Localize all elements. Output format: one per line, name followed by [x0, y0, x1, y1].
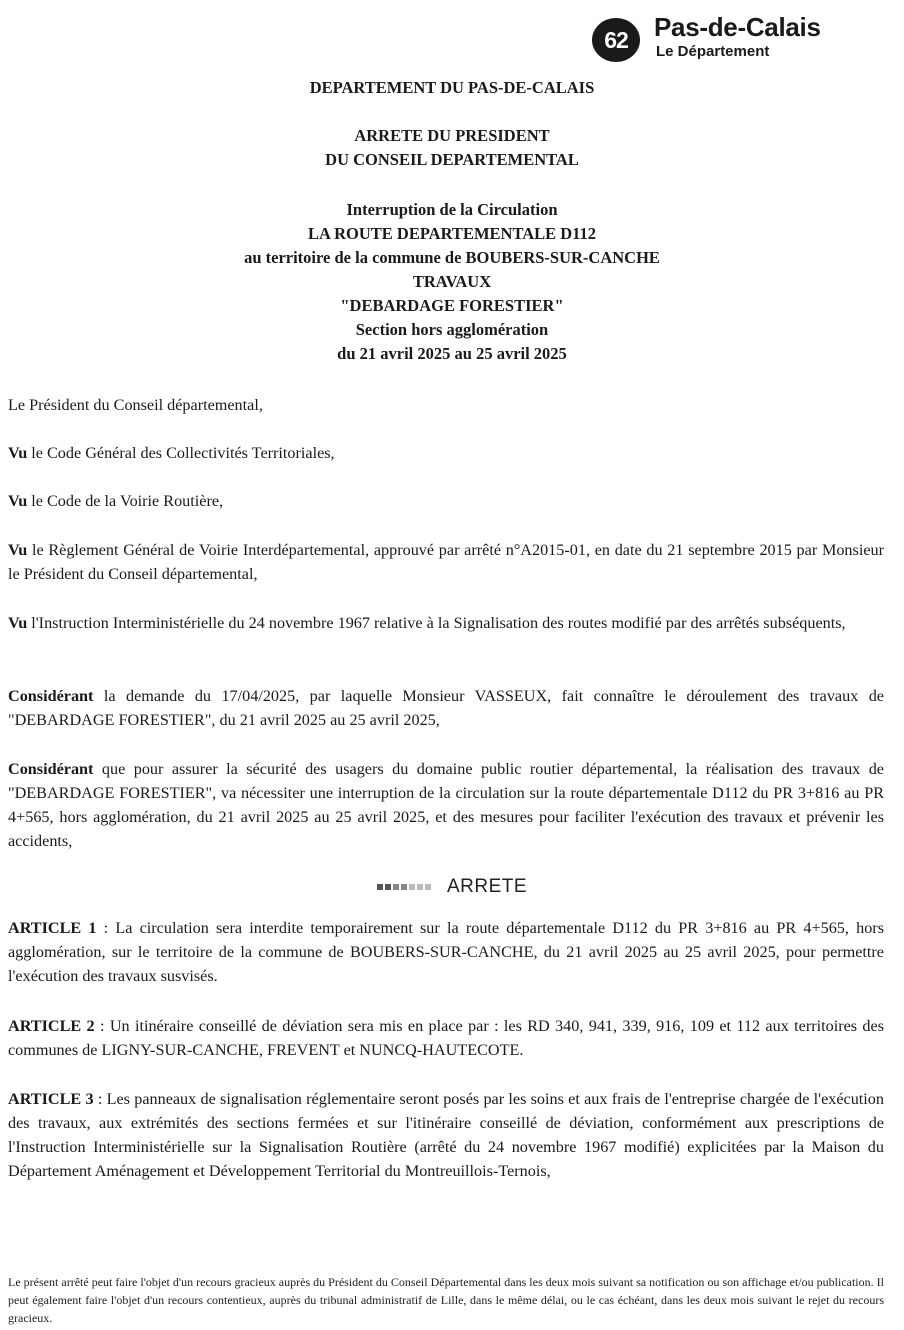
president-paragraph: Le Président du Conseil départemental, [8, 396, 263, 414]
considerant-keyword: Considérant [8, 687, 94, 705]
decorative-dots-icon [377, 878, 433, 896]
article-label: ARTICLE 1 [8, 919, 97, 937]
considerant-text: la demande du 17/04/2025, par laquelle Monsieur VASSEUX, fait connaître le déroulement des travaux de "DEBARDAGE FORESTIER", du 21 avril 2025 au 25 avril 2025, [8, 687, 884, 729]
article-3 [8, 1087, 884, 1183]
department-logo [592, 14, 882, 64]
subject-line: "DEBARDAGE FORESTIER" [340, 296, 564, 315]
department-heading [0, 76, 904, 100]
vu-paragraph-1 [8, 441, 884, 465]
logo-name: Pas-de-Calais [654, 12, 821, 42]
vu-text: le Règlement Général de Voirie Interdépartemental, approuvé par arrêté n°A2015-01, en date du 21 septembre 2015 par Monsieur le Président du Conseil départemental, [8, 541, 884, 583]
logo-subtitle: Le Département [656, 43, 770, 60]
vu-paragraph-3 [8, 538, 884, 586]
subject-heading [0, 198, 904, 366]
subject-line: Interruption de la Circulation [346, 200, 558, 219]
logo-badge: 62 [592, 18, 640, 62]
vu-paragraph-4 [8, 611, 884, 635]
article-label: ARTICLE 2 [8, 1017, 95, 1035]
vu-keyword: Vu [8, 541, 28, 559]
considerant-paragraph-1 [8, 684, 884, 732]
considerant-paragraph-2 [8, 757, 884, 853]
subject-line: TRAVAUX [412, 272, 492, 291]
vu-text: l'Instruction Interministérielle du 24 novembre 1967 relative à la Signalisation des routes modifié par des arrêtés subséquents, [27, 614, 846, 632]
arrete-heading [0, 124, 904, 172]
article-text: : Les panneaux de signalisation réglementaire seront posés par les soins et aux frais de l'entreprise chargée de l'exécution des travaux, aux extrémités des sections fermées et sur l'itinéraire conseillé de déviation, conformément aux prescriptions de l'Instruction Interministérielle sur la Signalisation Routière (arrêté du 24 novembre 1967 modifié) explicitées par la Maison du Département Aménagement et Développement Territorial du Montreuillois-Ternois, [8, 1090, 884, 1180]
vu-keyword: Vu [8, 614, 28, 632]
considerant-text: que pour assurer la sécurité des usagers du domaine public routier départemental, la réalisation des travaux de "DEBARDAGE FORESTIER", va nécessiter une interruption de la circulation sur la route départementale D112 du PR 3+816 au PR 4+565, hors agglomération, du 21 avril 2025 au 25 avril 2025, et des mesures pour faciliter l'exécution des travaux et prévenir les accidents, [8, 760, 884, 850]
vu-paragraph-2 [8, 489, 884, 513]
subject-line: au territoire de la commune de BOUBERS-SUR-CANCHE [244, 248, 660, 267]
article-text: : Un itinéraire conseillé de déviation sera mis en place par : les RD 340, 941, 339, 916, 109 et 112 aux territoires des communes de LIGNY-SUR-CANCHE, FREVENT et NUNCQ-HAUTECOTE. [8, 1017, 884, 1059]
arrete-heading-line-2: DU CONSEIL DEPARTEMENTAL [325, 150, 579, 169]
subject-line: Section hors agglomération [355, 320, 549, 339]
arrete-section-title [0, 876, 904, 898]
article-2 [8, 1014, 884, 1062]
vu-keyword: Vu [8, 492, 28, 510]
article-1 [8, 916, 884, 988]
footer-legal-notice: Le présent arrêté peut faire l'objet d'un recours gracieux auprès du Président du Conseil Départemental dans les deux mois suivant sa notification ou son affichage et/ou publication. Il peut également faire l'objet d'un recours contentieux, auprès du tribunal administratif de Lille, dans le même délai, ou le cas échéant, dans les deux mois suivant le rejet du recours gracieux. [8, 1275, 884, 1325]
article-label: ARTICLE 3 [8, 1090, 94, 1108]
vu-text: le Code de la Voirie Routière, [27, 492, 224, 510]
subject-line: LA ROUTE DEPARTEMENTALE D112 [307, 224, 597, 243]
department-title: DEPARTEMENT DU PAS-DE-CALAIS [309, 78, 595, 97]
considerant-keyword: Considérant [8, 760, 94, 778]
vu-keyword: Vu [8, 444, 28, 462]
arrete-title-label: ARRETE [446, 876, 528, 897]
arrete-heading-line-1: ARRETE DU PRESIDENT [354, 126, 550, 145]
article-text: : La circulation sera interdite temporairement sur la route départementale D112 du PR 3+816 au PR 4+565, hors agglomération, sur le territoire de la commune de BOUBERS-SUR-CANCHE, du 21 avril 2025 au 25 avril 2025, pour permettre l'exécution des travaux susvisés. [8, 919, 884, 985]
vu-text: le Code Général des Collectivités Territoriales, [27, 444, 335, 462]
subject-line: du 21 avril 2025 au 25 avril 2025 [337, 344, 567, 363]
